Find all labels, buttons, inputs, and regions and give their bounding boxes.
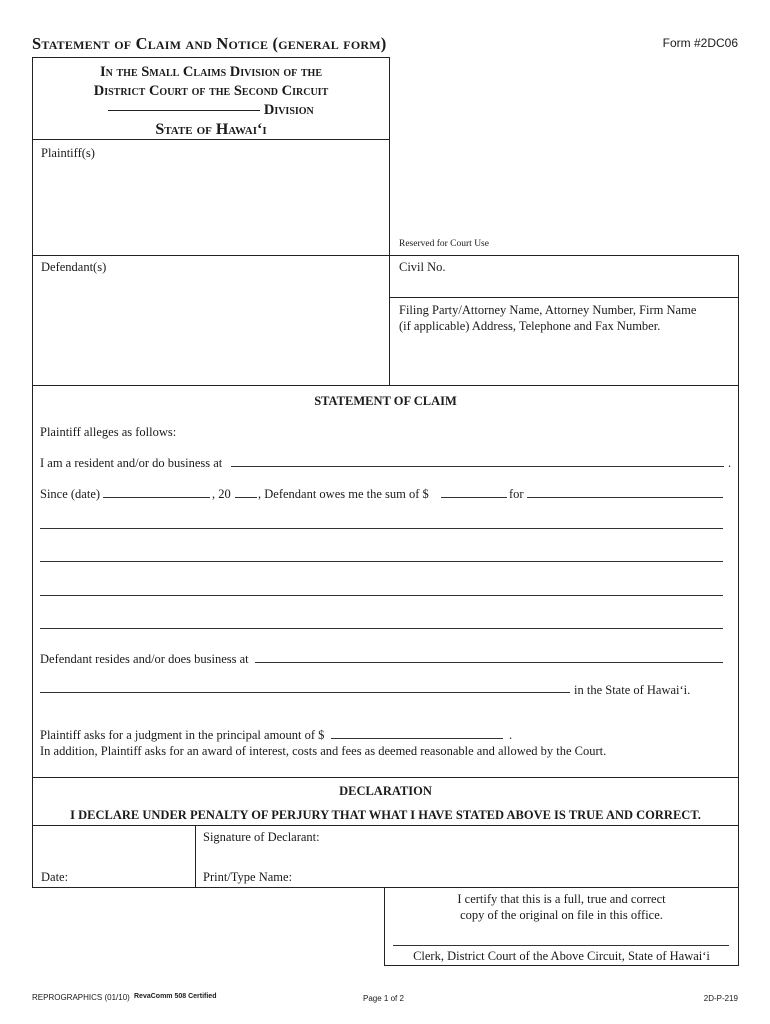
claim-blank-line-2[interactable] xyxy=(40,561,723,562)
since-date-line[interactable] xyxy=(103,497,210,498)
filing-party-line-2: (if applicable) Address, Telephone and Fax Number. xyxy=(399,319,661,333)
certify-line-2: copy of the original on file in this office. xyxy=(460,908,663,922)
owes-label: , Defendant owes me the sum of $ xyxy=(258,487,429,501)
print-name-label: Print/Type Name: xyxy=(203,870,293,884)
civil-no-label: Civil No. xyxy=(399,260,446,274)
year-line[interactable] xyxy=(235,497,257,498)
for-reason-line[interactable] xyxy=(527,497,723,498)
defendant-address-line-1[interactable] xyxy=(255,662,723,663)
alleges-label: Plaintiff alleges as follows: xyxy=(40,425,177,439)
footer-page-number: Page 1 of 2 xyxy=(363,994,404,1003)
form-number: Form #2DC06 xyxy=(662,36,738,50)
since-date-label: Since (date) xyxy=(40,487,101,501)
defendant-box[interactable] xyxy=(32,255,390,386)
declaration-statement: I DECLARE UNDER PENALTY OF PERJURY THAT WHAT I HAVE STATED ABOVE IS TRUE AND CORRECT. xyxy=(70,808,701,822)
footer-revacomm: RevaComm 508 Certified xyxy=(134,993,217,1000)
clerk-signature-line[interactable] xyxy=(393,945,729,946)
certify-box xyxy=(384,887,739,966)
judgment-label: Plaintiff asks for a judgment in the principal amount of $ xyxy=(40,728,325,742)
court-line-2: District Court of the Second Circuit xyxy=(93,83,329,99)
addition-label: In addition, Plaintiff asks for an award of interest, costs and fees as deemed reasonable and allowed by the Court. xyxy=(40,744,607,758)
defendant-resides-label: Defendant resides and/or does business at xyxy=(40,652,249,666)
judgment-period: . xyxy=(509,728,513,742)
court-header-box xyxy=(32,57,390,140)
statement-heading: STATEMENT OF CLAIM xyxy=(314,394,457,408)
signature-box[interactable] xyxy=(195,825,739,888)
form-title: Statement of Claim and Notice (general form) xyxy=(32,34,387,53)
claim-blank-line-3[interactable] xyxy=(40,595,723,596)
division-blank[interactable] xyxy=(108,110,260,111)
for-label: for xyxy=(509,487,524,501)
year-prefix-label: , 20 xyxy=(212,487,231,501)
declaration-heading: DECLARATION xyxy=(339,784,432,798)
resident-label: I am a resident and/or do business at xyxy=(40,456,223,470)
resident-period: . xyxy=(728,456,732,470)
plaintiffs-label: Plaintiff(s) xyxy=(41,146,95,160)
footer-reprographics: REPROGRAPHICS (01/10) xyxy=(32,993,130,1002)
certify-line-1: I certify that this is a full, true and correct xyxy=(457,892,666,906)
declaration-section xyxy=(32,777,739,826)
filing-party-box[interactable] xyxy=(389,297,739,386)
reserved-label: Reserved for Court Use xyxy=(399,239,489,249)
claim-blank-line-4[interactable] xyxy=(40,628,723,629)
filing-party-line-1: Filing Party/Attorney Name, Attorney Number, Firm Name xyxy=(399,303,697,317)
statement-of-claim-section xyxy=(32,385,739,778)
defendants-label: Defendant(s) xyxy=(41,260,107,274)
civil-no-box[interactable] xyxy=(389,255,739,298)
judgment-amount-line[interactable] xyxy=(331,738,503,739)
sum-line[interactable] xyxy=(441,497,507,498)
court-line-4: State of Hawai‘i xyxy=(155,121,267,138)
plaintiff-box[interactable] xyxy=(32,139,390,256)
footer-form-code: 2D-P-219 xyxy=(703,994,738,1003)
clerk-label: Clerk, District Court of the Above Circuit, State of Hawai‘i xyxy=(413,949,710,963)
date-label: Date: xyxy=(41,870,69,884)
state-label: in the State of Hawai‘i. xyxy=(574,683,691,697)
claim-blank-line-1[interactable] xyxy=(40,528,723,529)
defendant-address-line-2[interactable] xyxy=(40,692,570,693)
court-line-1: In the Small Claims Division of the xyxy=(100,64,322,80)
court-line-3: Division xyxy=(33,101,389,120)
resident-address-line[interactable] xyxy=(231,466,724,467)
date-box[interactable] xyxy=(32,825,196,888)
signature-label: Signature of Declarant: xyxy=(203,830,320,844)
